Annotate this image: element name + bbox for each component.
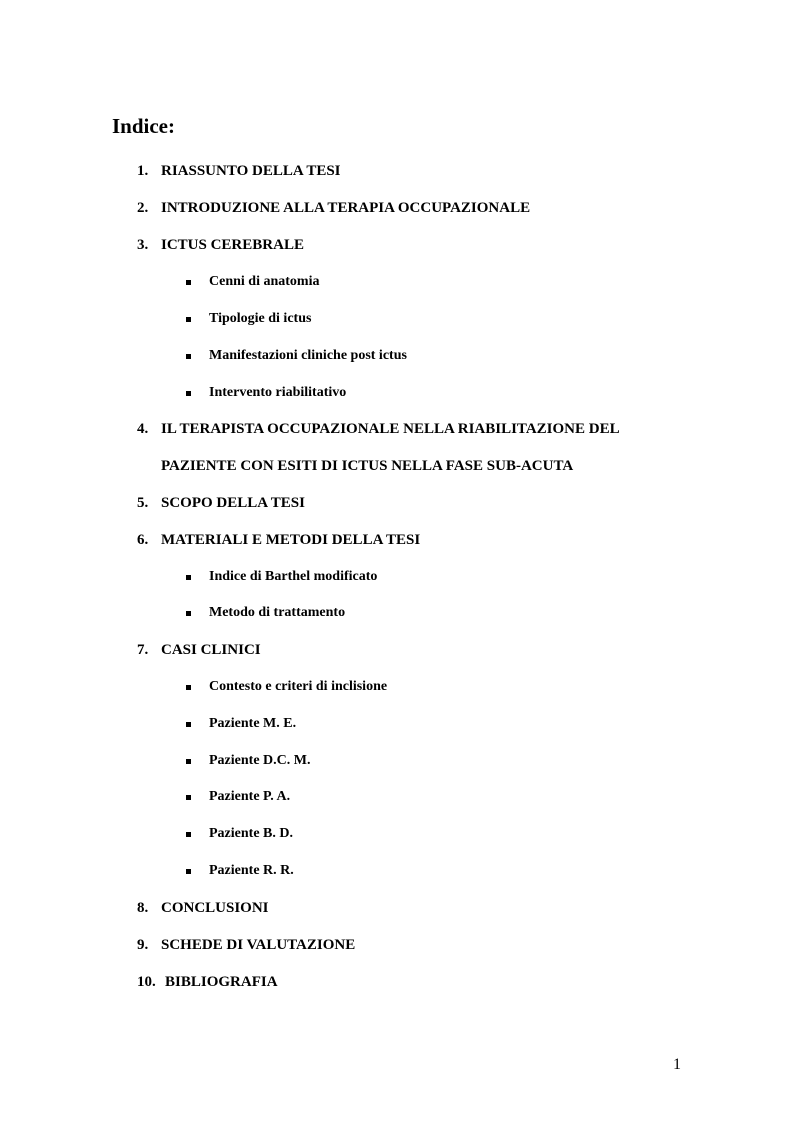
toc-subitem-label: Intervento riabilitativo — [209, 385, 347, 400]
toc-entry-label: ICTUS CEREBRALE — [161, 237, 304, 253]
toc-subitem-label: Paziente D.C. M. — [209, 753, 311, 768]
toc-entry-number: 1. — [137, 163, 149, 179]
square-bullet-icon — [186, 575, 191, 580]
toc-entry-label: CASI CLINICI — [161, 642, 261, 658]
square-bullet-icon — [186, 685, 191, 690]
toc-subitem-label: Tipologie di ictus — [209, 311, 312, 326]
square-bullet-icon — [186, 869, 191, 874]
square-bullet-icon — [186, 391, 191, 396]
square-bullet-icon — [186, 611, 191, 616]
toc-entry-label: RIASSUNTO DELLA TESI — [161, 163, 341, 179]
toc-subitem-label: Manifestazioni cliniche post ictus — [209, 348, 407, 363]
toc-entry-label: SCHEDE DI VALUTAZIONE — [161, 937, 356, 953]
toc-entry-label: INTRODUZIONE ALLA TERAPIA OCCUPAZIONALE — [161, 200, 531, 216]
square-bullet-icon — [186, 722, 191, 727]
toc-entry-number: 6. — [137, 532, 149, 548]
toc-subitem-label: Paziente R. R. — [209, 863, 294, 878]
toc-entry-label: BIBLIOGRAFIA — [165, 974, 278, 990]
toc-entry-number: 5. — [137, 495, 149, 511]
square-bullet-icon — [186, 759, 191, 764]
toc-entry-number: 3. — [137, 237, 149, 253]
toc-entry-number: 2. — [137, 200, 149, 216]
toc-subitem-label: Paziente B. D. — [209, 826, 293, 841]
square-bullet-icon — [186, 280, 191, 285]
square-bullet-icon — [186, 795, 191, 800]
toc-entry-number: 8. — [137, 900, 149, 916]
toc-entry-label: IL TERAPISTA OCCUPAZIONALE NELLA RIABILITAZIONE DEL — [161, 421, 620, 437]
toc-entry-number: 4. — [137, 421, 149, 437]
toc-entry-number: 10. — [137, 974, 156, 990]
toc-entry-number: 7. — [137, 642, 149, 658]
toc-subitem-label: Paziente M. E. — [209, 716, 297, 731]
square-bullet-icon — [186, 832, 191, 837]
toc-subitem-label: Paziente P. A. — [209, 789, 291, 804]
square-bullet-icon — [186, 317, 191, 322]
page-number: 1 — [673, 1056, 681, 1073]
square-bullet-icon — [186, 354, 191, 359]
toc-entry-label: CONCLUSIONI — [161, 900, 269, 916]
toc-subitem-label: Metodo di trattamento — [209, 605, 346, 620]
page-title: Indice: — [112, 114, 175, 138]
toc-subitem-label: Cenni di anatomia — [209, 274, 320, 289]
toc-subitem-label: Contesto e criteri di inclisione — [209, 679, 388, 694]
toc-entry-label: PAZIENTE CON ESITI DI ICTUS NELLA FASE SUB-ACUTA — [161, 458, 574, 474]
toc-entry-number: 9. — [137, 937, 149, 953]
toc-entry-label: MATERIALI E METODI DELLA TESI — [161, 532, 421, 548]
toc-entry-label: SCOPO DELLA TESI — [161, 495, 305, 511]
toc-subitem-label: Indice di Barthel modificato — [209, 569, 378, 584]
